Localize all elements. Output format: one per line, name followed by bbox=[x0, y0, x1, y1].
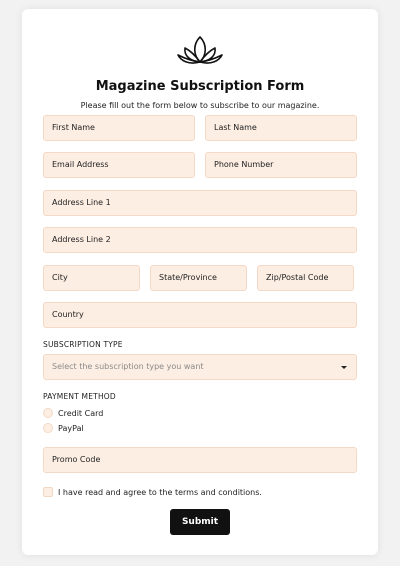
subscription-type-select[interactable] bbox=[43, 354, 357, 380]
last-name-field[interactable]: Last Name bbox=[205, 115, 357, 141]
subscription-type-label: SUBSCRIPTION TYPE bbox=[43, 340, 123, 349]
paypal-label: PayPal bbox=[58, 423, 84, 433]
lotus-icon bbox=[175, 31, 225, 71]
first-name-field[interactable]: First Name bbox=[43, 115, 195, 141]
credit-card-radio[interactable] bbox=[43, 408, 53, 418]
credit-card-label: Credit Card bbox=[58, 408, 104, 418]
subscription-type-placeholder: Select the subscription type you want bbox=[52, 362, 204, 371]
address-line-2-field[interactable]: Address Line 2 bbox=[43, 227, 357, 253]
payment-option-credit-card[interactable] bbox=[43, 407, 103, 419]
promo-code-field[interactable]: Promo Code bbox=[43, 447, 357, 473]
terms-checkbox[interactable] bbox=[43, 487, 53, 497]
form-subtitle: Please fill out the form below to subscribe to our magazine. bbox=[80, 101, 320, 110]
zip-field[interactable]: Zip/Postal Code bbox=[257, 265, 354, 291]
subscription-form-card bbox=[22, 9, 378, 555]
country-field[interactable]: Country bbox=[43, 302, 357, 328]
caret-down-icon bbox=[341, 366, 347, 369]
email-field[interactable]: Email Address bbox=[43, 152, 195, 178]
state-field[interactable]: State/Province bbox=[150, 265, 247, 291]
terms-label: I have read and agree to the terms and conditions. bbox=[58, 487, 262, 497]
terms-row[interactable] bbox=[43, 486, 262, 498]
form-title: Magazine Subscription Form bbox=[95, 79, 305, 94]
payment-option-paypal[interactable] bbox=[43, 422, 84, 434]
city-field[interactable]: City bbox=[43, 265, 140, 291]
phone-field[interactable]: Phone Number bbox=[205, 152, 357, 178]
address-line-1-field[interactable]: Address Line 1 bbox=[43, 190, 357, 216]
payment-method-label: PAYMENT METHOD bbox=[43, 392, 116, 401]
submit-button[interactable]: Submit bbox=[170, 509, 230, 535]
paypal-radio[interactable] bbox=[43, 423, 53, 433]
